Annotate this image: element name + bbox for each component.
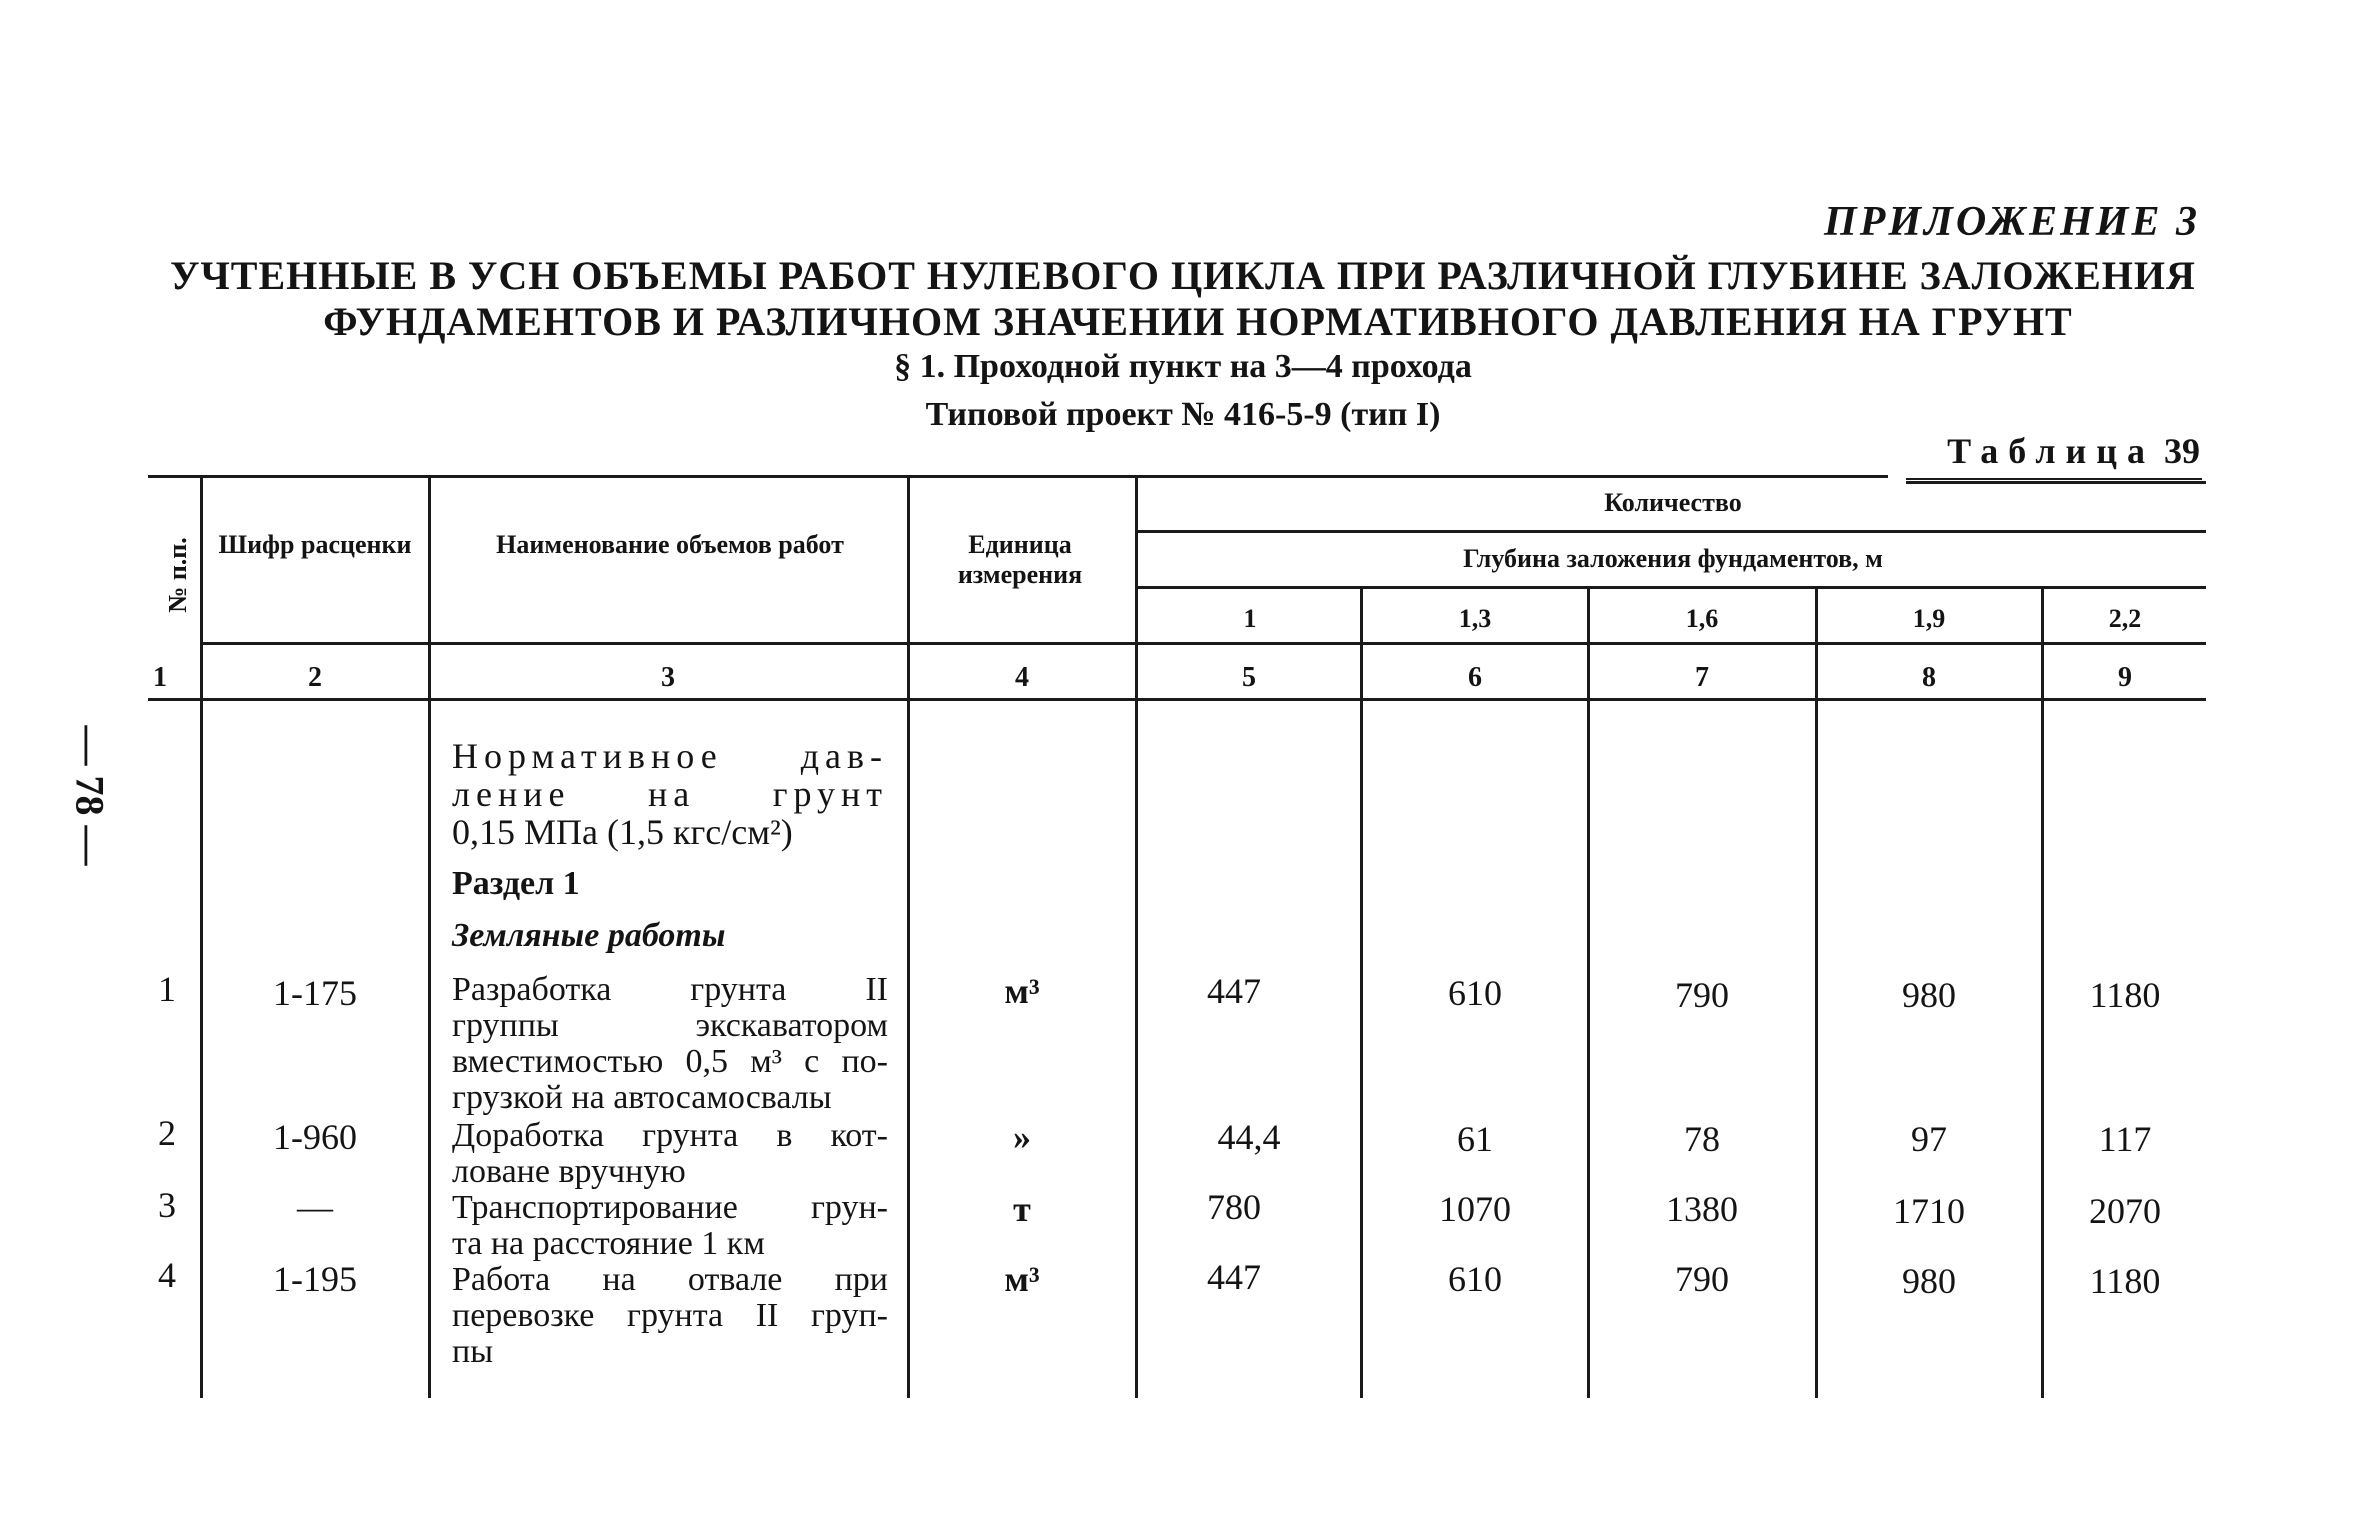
colnum-4: 4 bbox=[1015, 662, 1029, 693]
colnum-1: 1 bbox=[153, 662, 167, 693]
section-title: § 1. Проходной пункт на 3—4 прохода bbox=[894, 348, 1472, 385]
page-number: — 78 — bbox=[67, 725, 113, 866]
col-header-name: Наименование объемов работ bbox=[496, 530, 844, 559]
row-3-value-3: 1380 bbox=[1666, 1189, 1738, 1229]
row-4-value-3: 790 bbox=[1675, 1259, 1729, 1299]
col-header-quantity: Количество bbox=[1604, 488, 1742, 517]
row-4-unit: м³ bbox=[1004, 1259, 1040, 1299]
row-1-code: 1-175 bbox=[273, 973, 357, 1013]
table-number-underline bbox=[1906, 478, 2202, 480]
col-header-unit: Единица измерения bbox=[957, 530, 1083, 589]
row-3-name-line-1: Транспортирование грун- bbox=[452, 1189, 888, 1226]
row-2-name-line-2: ловане вручную bbox=[452, 1153, 686, 1190]
row-2-unit: » bbox=[1013, 1117, 1031, 1157]
col-header-num: № п.п. bbox=[163, 537, 192, 613]
col-header-depth: Глубина заложения фундаментов, м bbox=[1463, 544, 1883, 573]
section-subheading: Земляные работы bbox=[452, 917, 726, 954]
row-1-value-3: 790 bbox=[1675, 975, 1729, 1015]
row-4-value-5: 1180 bbox=[2089, 1261, 2161, 1301]
row-1-name-line-4: грузкой на автосамосвалы bbox=[452, 1079, 832, 1116]
col-header-code: Шифр расценки bbox=[218, 530, 412, 559]
row-2-code: 1-960 bbox=[273, 1117, 357, 1157]
vrule-5 bbox=[1360, 589, 1363, 1398]
row-2-value-5: 117 bbox=[2098, 1119, 2152, 1159]
table-number bbox=[1947, 430, 2200, 472]
pressure-heading-line-3: 0,15 МПа (1,5 кгс/см²) bbox=[452, 812, 793, 852]
vrule-6 bbox=[1587, 589, 1590, 1398]
colnum-3: 3 bbox=[661, 662, 675, 693]
row-3-code: — bbox=[297, 1187, 333, 1227]
row-1-unit: м³ bbox=[1004, 971, 1040, 1011]
depth-1-6: 1,6 bbox=[1685, 604, 1719, 633]
depth-1-3: 1,3 bbox=[1458, 604, 1492, 633]
row-3-value-1: 780 bbox=[1207, 1187, 1261, 1227]
depth-2-2: 2,2 bbox=[2108, 604, 2142, 633]
table-label: Таблица bbox=[1947, 431, 2155, 471]
row-3-value-2: 1070 bbox=[1439, 1189, 1511, 1229]
vrule-3 bbox=[907, 478, 910, 1398]
row-2-num: 2 bbox=[158, 1113, 176, 1153]
row-3-name-line-2: та на расстояние 1 км bbox=[452, 1225, 765, 1262]
colnum-9: 9 bbox=[2118, 662, 2132, 693]
row-2-value-4: 97 bbox=[1911, 1119, 1947, 1159]
row-1-value-5: 1180 bbox=[2089, 975, 2161, 1015]
row-4-value-4: 980 bbox=[1902, 1261, 1956, 1301]
row-1-name-line-1: Разработка грунта II bbox=[452, 971, 888, 1008]
section-heading: Раздел 1 bbox=[452, 865, 580, 902]
row-3-value-4: 1710 bbox=[1893, 1191, 1965, 1231]
colnum-6: 6 bbox=[1468, 662, 1482, 693]
row-3-unit: т bbox=[1013, 1189, 1031, 1229]
header-bottom-rule bbox=[200, 642, 2206, 645]
table-top-rule-right bbox=[1906, 481, 2206, 484]
vrule-4 bbox=[1135, 478, 1138, 1398]
row-2-value-1: 44,4 bbox=[1217, 1117, 1281, 1157]
colnum-8: 8 bbox=[1922, 662, 1936, 693]
row-4-name-line-2: перевозке грунта II груп- bbox=[452, 1297, 888, 1334]
column-numbers-rule bbox=[148, 698, 2206, 701]
vrule-2 bbox=[428, 478, 431, 1398]
row-1-value-2: 610 bbox=[1448, 973, 1502, 1013]
row-3-num: 3 bbox=[158, 1185, 176, 1225]
row-4-name-line-3: пы bbox=[452, 1333, 494, 1370]
row-1-value-1: 447 bbox=[1207, 971, 1261, 1011]
table-top-rule bbox=[148, 475, 1888, 478]
vrule-8 bbox=[2041, 589, 2044, 1398]
row-1-value-4: 980 bbox=[1902, 975, 1956, 1015]
table-number-value: 39 bbox=[2164, 431, 2200, 471]
pressure-heading-line-2: ление на грунт bbox=[452, 774, 888, 814]
row-4-value-1: 447 bbox=[1207, 1257, 1261, 1297]
colnum-5: 5 bbox=[1242, 662, 1256, 693]
row-4-num: 4 bbox=[158, 1255, 176, 1295]
depth-rule bbox=[1138, 586, 2206, 589]
title-line-1: УЧТЕННЫЕ В УСН ОБЪЕМЫ РАБОТ НУЛЕВОГО ЦИКЛА ПРИ РАЗЛИЧНОЙ ГЛУБИНЕ ЗАЛОЖЕНИЯ bbox=[170, 253, 2196, 298]
vrule-7 bbox=[1815, 589, 1818, 1398]
row-1-name-line-3: вместимостью 0,5 м³ с по- bbox=[452, 1043, 888, 1080]
row-2-value-3: 78 bbox=[1684, 1119, 1720, 1159]
quantity-rule bbox=[1138, 530, 2206, 533]
row-1-num: 1 bbox=[158, 969, 176, 1009]
row-2-value-2: 61 bbox=[1457, 1119, 1493, 1159]
colnum-2: 2 bbox=[308, 662, 322, 693]
pressure-heading-line-1: Нормативное дав- bbox=[452, 736, 888, 776]
colnum-7: 7 bbox=[1695, 662, 1709, 693]
row-4-code: 1-195 bbox=[273, 1259, 357, 1299]
row-2-name-line-1: Доработка грунта в кот- bbox=[452, 1117, 888, 1154]
vrule-1 bbox=[200, 478, 203, 1398]
appendix-label: ПРИЛОЖЕНИЕ 3 bbox=[1824, 199, 2200, 245]
row-1-name-line-2: группы экскаватором bbox=[452, 1007, 888, 1044]
depth-1: 1 bbox=[1243, 604, 1257, 633]
row-4-name-line-1: Работа на отвале при bbox=[452, 1261, 888, 1298]
row-3-value-5: 2070 bbox=[2089, 1191, 2161, 1231]
title-line-2: ФУНДАМЕНТОВ И РАЗЛИЧНОМ ЗНАЧЕНИИ НОРМАТИВНОГО ДАВЛЕНИЯ НА ГРУНТ bbox=[323, 299, 2073, 344]
project-title: Типовой проект № 416-5-9 (тип I) bbox=[925, 396, 1441, 433]
row-4-value-2: 610 bbox=[1448, 1259, 1502, 1299]
depth-1-9: 1,9 bbox=[1912, 604, 1946, 633]
